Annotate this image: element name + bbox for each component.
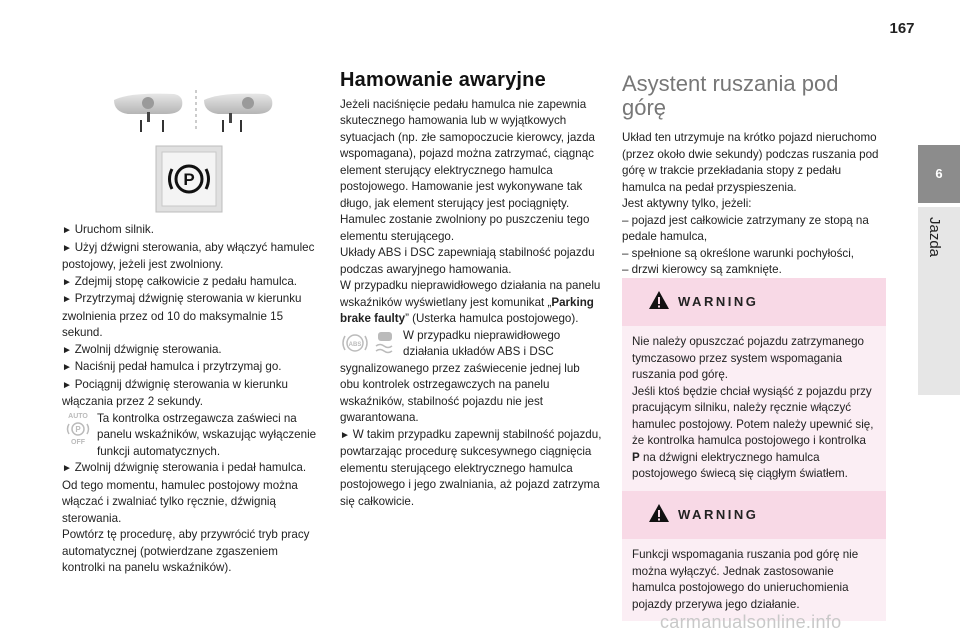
emergency-para-3 — [340, 278, 602, 328]
step-4: ► Przytrzymaj dźwignię sterowania w kierunku zwolnienia przez od 10 do maksymalnie 15 sekund. — [62, 291, 324, 342]
w1-text-a: Jeśli ktoś będzie chciał wysiąść z pojazdu przy pracującym silniku, należy ręcznie włączyć hamulec postojowy. Potem należy upewnić się, że kontrolka hamulca postojowego i kontrolka — [632, 384, 874, 447]
auto-off-brake-icon — [62, 411, 94, 445]
emergency-braking-heading: Hamowanie awaryjne — [340, 69, 546, 91]
parking-brake-icon — [153, 143, 225, 215]
warning-2-para-1: Funkcji wspomagania ruszania pod górę nie można wyłączyć. Jednak zastosowanie hamulca postojowego do unieruchomienia pojazdy przerywa jego działanie. — [632, 548, 859, 611]
emergency-para-1: Jeżeli naciśnięcie pedału hamulca nie zapewnia skutecznego hamowania lub w wyjątkowych sytuacjach (np. złe samopoczucie kierowcy, jazda wspomagana), pojazd można zatrzymać, ciągnąc element sterujący elektrycznego hamulca postojowego. Hamowanie jest wykonywane tak długo, jak element sterujący jest pociągnięty. Hamulec zostanie zwolniony po puszczeniu tego elementu sterującego. — [340, 97, 595, 243]
warning-header-2 — [622, 491, 886, 539]
restore-auto-note: Powtórz tę procedurę, aby przywrócić tryb pracy automatycznej (potwierdzane zgaszeniem kontrolki na panelu wskaźników). — [62, 528, 310, 574]
abs-dsc-warning-icons — [340, 328, 400, 358]
warning-1-para-2 — [632, 384, 876, 483]
chapter-label: Jazda — [926, 217, 943, 258]
w1-text-b: na dźwigni elektrycznego hamulca postojowego świecą się ciągłym światłem. — [632, 450, 848, 480]
abs-dsc-note — [340, 328, 602, 427]
svg-text:P: P — [75, 424, 81, 434]
hill-start-column — [622, 72, 887, 279]
chapter-tab[interactable] — [918, 145, 960, 405]
fault-message: Parking brake faulty — [340, 295, 594, 325]
para3-text-b: ” (Usterka hamulca postojowego). — [405, 312, 579, 325]
auto-off-note-text: Ta kontrolka ostrzegawcza zaświeci na panelu wskaźników, wskazując wyłączenie funkcji automatycznych. — [97, 411, 317, 458]
warning-triangle-icon — [648, 503, 670, 523]
warning-1-para-1: Nie należy opuszczać pojazdu zatrzymanego tymczasowo przez system wspomagania ruszania pod górę. — [632, 335, 864, 381]
warning-box-2 — [622, 491, 886, 621]
warning-body-1 — [622, 326, 886, 491]
brake-lever-illustration — [110, 86, 282, 134]
warning-box-1 — [622, 278, 886, 491]
hill-start-heading: Asystent ruszania pod górę — [622, 71, 839, 120]
warning-triangle-icon — [648, 290, 670, 310]
lever-diagram-icon — [110, 86, 282, 134]
step-1: ► Uruchom silnik. — [62, 222, 324, 240]
emergency-braking-column — [340, 69, 602, 510]
para3-text-a: W przypadku nieprawidłowego działania na panelu wskaźników wyświetlany jest komunikat „ — [340, 279, 601, 309]
warning-header-1 — [622, 278, 886, 326]
warning-title-1: WARNING — [678, 294, 759, 309]
condition-2: – spełnione są określone warunki pochyłości, — [622, 246, 855, 260]
manual-mode-note: Od tego momentu, hamulec postojowy można włączać i zwalniać tylko ręcznie, dźwignią sterowania. — [62, 478, 298, 525]
parking-brake-button-illustration — [153, 143, 225, 215]
step-8: ► Zwolnij dźwignię sterowania i pedał hamulca. — [62, 460, 324, 478]
page-number: 167 — [889, 20, 915, 37]
w1-indicator-p: P — [632, 450, 640, 464]
step-6: ► Naciśnij pedał hamulca i przytrzymaj go. — [62, 359, 324, 377]
condition-1: – pojazd jest całkowicie zatrzymany ze stopą na pedale hamulca, — [622, 213, 869, 243]
chapter-number: 6 — [918, 145, 960, 203]
svg-text:P: P — [183, 170, 195, 189]
warning-title-2: WARNING — [678, 507, 759, 522]
step-5: ► Zwolnij dźwignię sterowania. — [62, 342, 324, 360]
auto-off-note — [62, 411, 324, 461]
emergency-para-2: Układy ABS i DSC zapewniają stabilność pojazdu podczas awaryjnego hamowania. — [340, 246, 595, 276]
chapter-label-box — [918, 207, 960, 395]
condition-3: – drzwi kierowcy są zamknięte. — [622, 263, 782, 276]
svg-text:ABS: ABS — [348, 341, 362, 348]
procedure-column — [62, 222, 324, 577]
hill-start-para-1: Układ ten utrzymuje na krótko pojazd nieruchomo (przez około dwie sekundy) podczas ruszania pod górę w trakcie przekładania stopy z pedału hamulca na pedał przyspieszenia. — [622, 131, 879, 194]
step-7: ► Pociągnij dźwignię sterowania w kierunku włączania przez 2 sekundy. — [62, 377, 324, 411]
hill-start-para-2: Jest aktywny tylko, jeżeli: — [622, 197, 752, 210]
svg-text:OFF: OFF — [71, 438, 85, 445]
step-2: ► Użyj dźwigni sterowania, aby włączyć hamulec postojowy, jeżeli jest zwolniony. — [62, 240, 324, 274]
warning-body-2 — [622, 539, 886, 621]
watermark[interactable]: carmanualsonline.info — [660, 612, 842, 632]
abs-dsc-note-text: W przypadku nieprawidłowego działania układów ABS i DSC sygnalizowanego przez zaświecenie jednej lub obu kontrolek ostrzegawczych na panelu wskaźników, stabilność pojazdu nie jest gwarantowana. — [340, 328, 580, 424]
step-3: ► Zdejmij stopę całkowicie z pedału hamulca. — [62, 274, 324, 292]
emergency-para-5: ► W takim przypadku zapewnij stabilność pojazdu, powtarzając procedurę sukcesywnego ciągnięcia elementu sterującego elektrycznego hamulca postojowego i jego zwalniania, aż pojazd zatrzyma się całkowicie. — [340, 427, 602, 511]
svg-text:AUTO: AUTO — [68, 412, 88, 420]
